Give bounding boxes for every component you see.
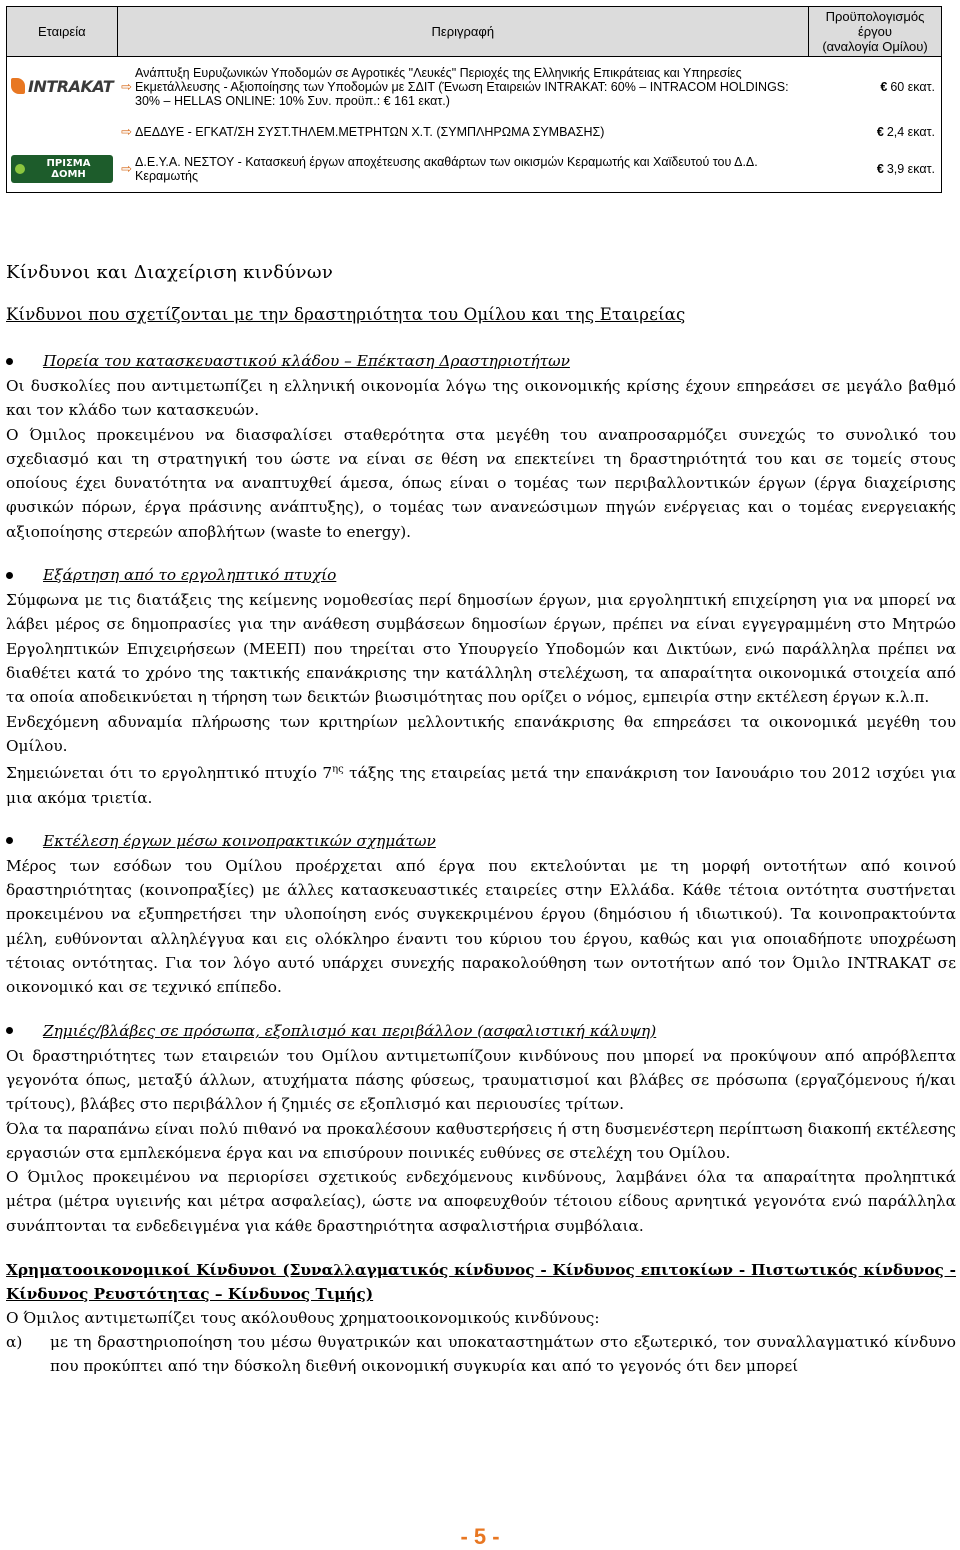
bullet-dot-icon xyxy=(6,1027,13,1034)
bullet-dot-icon xyxy=(6,572,13,579)
budget-cell xyxy=(809,147,942,193)
description-cell xyxy=(117,57,808,117)
row-budget: 2,4 εκατ. xyxy=(886,124,935,139)
budget-cell xyxy=(809,57,942,117)
table-header-row xyxy=(7,7,942,57)
euro-icon: € xyxy=(876,124,884,139)
financial-risks-heading: Χρηματοοικονομικοί Κίνδυνοι (Συναλλαγματικός κίνδυνος - Κίνδυνος επιτοκίων - Πιστωτικός κίνδυνος - Κίνδυνος Ρευστότητας – Κίνδυνος Τιμής) xyxy=(6,1261,956,1303)
header-budget-line3: (αναλογία Ομίλου) xyxy=(822,39,928,54)
header-budget xyxy=(809,7,942,57)
paragraph xyxy=(6,758,956,810)
row-description: ΔΕΔΔΥΕ - ΕΓΚΑΤ/ΣΗ ΣΥΣΤ.ΤΗΛΕΜ.ΜΕΤΡΗΤΩΝ Χ.Τ. (ΣΥΜΠΛΗΡΩΜΑ ΣΥΜΒΑΣΗΣ) xyxy=(135,124,605,139)
intrakat-logo-text: INTRAKAT xyxy=(28,76,114,96)
table-row xyxy=(7,117,942,147)
prisma-domi-logo xyxy=(11,155,113,183)
arrow-right-icon: ⇨ xyxy=(121,123,133,139)
description-cell xyxy=(117,117,808,147)
header-budget-line2: έργου xyxy=(857,24,893,39)
bullet-heading xyxy=(6,350,956,372)
row-budget: 60 εκατ. xyxy=(890,79,935,94)
paragraph: Οι δραστηριότητες των εταιρειών του Ομίλου αντιμετωπίζουν κινδύνους που μπορεί να προκύψουν από απρόβλεπτα γεγονότα όπως, μεταξύ άλλων, ατυχήματα πάσης φύσεως, τραυματισμοί και βλάβες σε πρόσωπα (εργαζόμενους ή/και τρίτους), βλάβες στο περιβάλλον ή ζημιές σε εξοπλισμό και περιουσίες τρίτων. xyxy=(6,1046,956,1114)
table-row xyxy=(7,147,942,193)
arrow-right-icon: ⇨ xyxy=(121,78,133,94)
paragraph: Ο Όμιλος προκειμένου να περιορίσει σχετικούς ενδεχόμενους κινδύνους, λαμβάνει όλα τα απαραίτητα προληπτικά μέτρα (μέτρα υγιεινής και μέτρα ασφαλείας), ώστε να αποφευχθούν τέτοιου είδους αρνητικά γεγονότα ενώ παράλληλα συνάπτονται τα ενδεδειγμένα για κάθε δραστηριότητα ασφαλιστήρια συμβόλαια. xyxy=(6,1168,956,1235)
bullet-dot-icon xyxy=(6,837,13,844)
prisma-logo-text: ΠΡΙΣΜΑ ΔΟΜΗ xyxy=(46,158,91,181)
row-budget: 3,9 εκατ. xyxy=(886,162,935,177)
header-budget-line1: Προϋπολογισμός xyxy=(825,9,925,24)
bullet-heading-text: Ζημιές/βλάβες σε πρόσωπα, εξοπλισμό και περιβάλλον (ασφαλιστική κάλυψη) xyxy=(43,1021,657,1040)
projects-table xyxy=(6,6,942,193)
paragraph: Μέρος των εσόδων του Ομίλου προέρχεται από έργα που εκτελούνται με τη μορφή οντοτήτων από κοινού δραστηριότητας (κοινοπραξίες) με άλλες κατασκευαστικές εταιρείες στην Ελλάδα. Κάθε τέτοια οντότητα συστήνεται προκειμένου να εξυπηρετήσει την υλοποίηση ενός συγκεκριμένου έργου (δημόσιου ή ιδιωτικού). Τα κοινοπρακτούντα μέλη, ευθύνονται αλληλέγγυα και εις ολόκληρο έναντι του κύριου του έργου, καθώς και για οποιαδήποτε υποχρέωση τέτοιας οντότητας. Για τον λόγο αυτό υπάρχει συνεχής παρακολούθηση των οντοτήτων από τον Όμιλο INTRAKAT σε οικονομικό και σε τεχνικό επίπεδο. xyxy=(6,856,956,997)
bullet-heading xyxy=(6,830,956,852)
row-description: Ανάπτυξη Ευρυζωνικών Υποδομών σε Αγροτικές "Λευκές" Περιοχές της Ελληνικής Επικράτειας και Υπηρεσίες Εκμετάλλευσης - Αξιοποίησης των Υποδομών με ΣΔΙΤ (Ένωση Εταιρειών INTRAKAT: 60% – INTRACOM HOLDINGS: 30% – HELLAS ONLINE: 10% Συν. προϋπ.: € 161 εκατ.) xyxy=(135,65,789,108)
paragraph: Οι δυσκολίες που αντιμετωπίζει η ελληνική οικονομία λόγω της οικονομικής κρίσης έχουν επηρεάσει σε μεγάλο βαθμό και τον κλάδο των κατασκευών. xyxy=(6,377,956,420)
bullet-heading-text: Εξάρτηση από το εργοληπτικό πτυχίο xyxy=(43,566,337,585)
header-description: Περιγραφή xyxy=(117,7,808,57)
list-marker: α) xyxy=(6,1333,23,1352)
paragraph: Ενδεχόμενη αδυναμία πλήρωσης των κριτηρίων μελλοντικής επανάκρισης θα επηρεάσει τα οικονομικά μεγέθη του Ομίλου. xyxy=(6,712,956,755)
paragraph: Σύμφωνα με τις διατάξεις της κείμενης νομοθεσίας περί δημοσίων έργων, μια εργοληπτική επιχείρηση για να μπορεί να λάβει μέρος σε δημοπρασίες για την ανάθεση συμβάσεων δημοσίων έργων, πρέπει να είναι εγγεγραμμένη στο Μητρώο Εργοληπτικών Επιχειρήσεων (ΜΕΕΠ) που τηρείται στο Υπουργείο Υποδομών και Δικτύων, ενώ παράλληλα πρέπει να διαθέτει κατά το χρόνο της τακτικής επανάκρισης την κατάλληλη στελέχωση, τα απαραίτητα οικονομικά στοιχεία από τα οποία αποδεικνύεται η τήρηση των δεικτών βιωσιμότητας που ορίζει ο νόμος, εμπειρία στην εκτέλεση έργων κ.λ.π. xyxy=(6,591,956,707)
euro-icon: € xyxy=(880,79,888,94)
description-cell xyxy=(117,147,808,193)
paragraph: Ο Όμιλος αντιμετωπίζει τους ακόλουθους χρηματοοικονομικούς κινδύνους: xyxy=(6,1309,600,1327)
bullet-heading xyxy=(6,1020,956,1042)
list-item xyxy=(6,1330,956,1378)
company-logo-cell xyxy=(7,57,118,117)
arrow-right-icon: ⇨ xyxy=(121,161,133,177)
prisma-logo-mark xyxy=(15,164,25,174)
note-text-post: τάξης της εταιρείας μετά την επανάκριση τον Ιανουάριο του 2012 ισχύει για μια ακόμα τριετία. xyxy=(6,764,956,807)
bullet-heading-text: Εκτέλεση έργων μέσω κοινοπρακτικών σχημάτων xyxy=(43,831,436,850)
paragraph: Ο Όμιλος προκειμένου να διασφαλίσει σταθερότητα στα μεγέθη του αναπροσαρμόζει συνεχώς το συνολικό του σχεδιασμό και τη στρατηγική του ώστε να είναι σε θέση να επεκτείνει τη δραστηριότητά του και σε τομείς στους οποίους έχει δυνατότητα να αναπτυχθεί άμεσα, όπως είναι ο τομέας των περιβαλλοντικών έργων (έργα διαχείρισης φυσικών πόρων, έργα πράσινης ανάπτυξης), ο τομέας των ανανεώσιμων πηγών ενέργειας και ο τομέας ενεργειακής αξιοποίησης στερεών αποβλήτων (waste to energy). xyxy=(6,425,956,541)
bullet-dot-icon xyxy=(6,358,13,365)
paragraph: Όλα τα παραπάνω είναι πολύ πιθανό να προκαλέσουν καθυστερήσεις ή στη δυσμενέστερη περίπτωση διακοπή εκτέλεσης εργασιών στα εμπλεκόμενα έργα και να επισύρουν ποινικές ευθύνες σε στελέχη του Ομίλου. xyxy=(6,1119,956,1162)
list-item-text: με τη δραστηριοποίηση του μέσω θυγατρικών και υποκαταστημάτων στο εξωτερικό, τον συναλλαγματικό κίνδυνο που προκύπτει από την δύσκολη διεθνή οικονομική συγκυρία και από το γεγονός ότι δεν μπορεί xyxy=(50,1333,956,1376)
row-description: Δ.Ε.Υ.Α. ΝΕΣΤΟΥ - Κατασκευή έργων αποχέτευσης ακαθάρτων των οικισμών Κεραμωτής και Χαϊδευτού του Δ.Δ. Κεραμωτής xyxy=(135,155,758,184)
company-logo-cell xyxy=(7,117,118,147)
document-body xyxy=(6,262,956,1378)
page-number: - 5 - xyxy=(460,1524,500,1549)
note-superscript: ης xyxy=(332,764,344,776)
bullet-heading-text: Πορεία του κατασκευαστικού κλάδου – Επέκταση Δραστηριοτήτων xyxy=(43,352,570,370)
budget-cell xyxy=(809,117,942,147)
table-row xyxy=(7,57,942,117)
company-logo-cell xyxy=(7,147,118,193)
subsection-title: Κίνδυνοι που σχετίζονται με την δραστηριότητα του Ομίλου και της Εταιρείας xyxy=(6,305,686,324)
intrakat-logo xyxy=(11,77,113,96)
section-title: Κίνδυνοι και Διαχείριση κινδύνων xyxy=(6,262,334,283)
bullet-heading xyxy=(6,564,956,586)
note-text-pre: Σημειώνεται ότι το εργοληπτικό πτυχίο 7 xyxy=(6,764,333,783)
header-company: Εταιρεία xyxy=(7,7,118,57)
intrakat-logo-mark xyxy=(11,78,25,94)
euro-icon: € xyxy=(876,162,884,177)
